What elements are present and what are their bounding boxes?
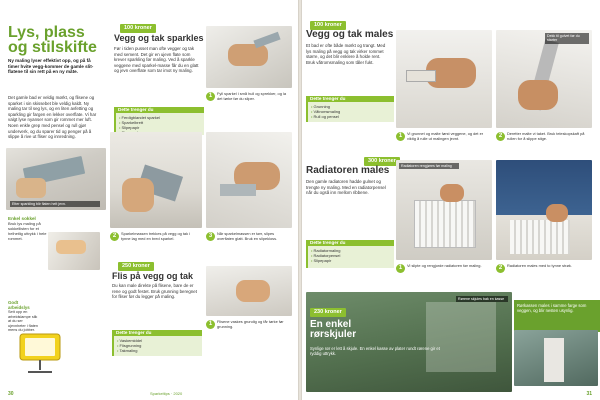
intro-body: Det gamle bad er veldig mørkt, og flisene og sparket i sin skissebet ble veldig kaldt. Ny maling tar til seg lys, og en liten avfetting og sparkling gir fargen en lekker overflate. Vi har valgt lyse nyanser som gir rommet mer luft. Noen enkle grep med pensel og rull gjør underverk, og du sparer tid og penger på å slippe å rive ut fliser og innredning. [8, 95, 97, 140]
side-note-body: Bruk lys maling på sokkellisten for et helhetlig uttrykk i hele rommet. [8, 221, 47, 241]
step3-caption [206, 232, 292, 260]
pipe-title-line-2: rørskjuler [310, 329, 357, 340]
section-body-pipe: Synlige rør er lett å skjule. En enkel kasse av plater rundt rørene gir et ryddig uttrykk. [310, 346, 440, 357]
price-tag-100-right: 100 kroner [310, 21, 346, 30]
right-step2-caption-text: Deretter malte vi taket. Bruk teleskopskaft på rullen for å slippe stige. [507, 132, 585, 141]
step4-caption-text: Flisene vaskes grundig og får tørke før grunning. [217, 320, 284, 329]
radiator-tile-photo [496, 160, 592, 260]
step1-caption [206, 92, 292, 122]
materials-box-3 [306, 96, 394, 122]
step-number-2: 2 [110, 232, 119, 241]
photo-label-pipe: Rørene skjules bak en kasse [456, 296, 508, 302]
radiator-step1-caption-text: Vi slipte og rengjorde radiatoren før maling. [407, 264, 482, 268]
radiator-step2-caption-text: Radiatoren males med to tynne strøk. [507, 264, 572, 268]
radiator-step-number-2: 2 [496, 264, 505, 273]
side-note-2-title: Godt arbeidslys [8, 300, 30, 310]
material-item: • Våtromsmaling [311, 109, 391, 114]
section-body-radiator: Den gamle radiatoren hadde gulnet og trengte ny maling. Med en radiatorpensel når du også inn mellom ribbene. [306, 179, 386, 196]
photo-label-radiator: Radiatoren rengjøres før maling [399, 163, 459, 169]
material-item: • Takmaling [117, 348, 199, 353]
pipe-title-line-1: En enkel [310, 319, 352, 330]
material-item: • Sparkelbrett [119, 120, 201, 125]
materials-list-4 [311, 248, 391, 263]
section-title-mal: Vegg og tak males [306, 29, 394, 40]
section-title-sparkle: Vegg og tak sparkles [114, 33, 204, 43]
right-step-number-1: 1 [396, 132, 405, 141]
material-item: • Slipepapir [311, 258, 391, 263]
materials-box-1-title: Dette trenger du [116, 107, 204, 113]
materials-box-2 [112, 330, 202, 356]
radiator-step-number-1: 1 [396, 264, 405, 273]
photo-label-floor: Dekk til gulvet før du starter [545, 33, 589, 44]
step4-photo [206, 266, 292, 316]
step2-caption [110, 232, 200, 260]
right-step-number-2: 2 [496, 132, 505, 141]
side-note [8, 216, 48, 276]
page-number-right: 31 [586, 391, 592, 397]
section-title-radiator: Radiatoren males [306, 165, 390, 176]
wall-paint-photo [396, 30, 492, 128]
section-title-flis: Flis på vegg og tak [112, 271, 194, 281]
side-note-2-body: Sett opp en arbeidslampe slik at du ser ujevnheter i flaten mens du jobber. [8, 310, 38, 333]
right-step1-caption [396, 132, 492, 158]
materials-box-4 [306, 240, 394, 268]
sokkel-photo [48, 232, 100, 270]
material-item: • Vaskemiddel [117, 338, 199, 343]
title-line-2: og stilskifte [8, 39, 97, 56]
lead-text: Ny maling lyser effektivt opp, og på få timer hvite vegg-kommer de gamle slit-flatene til sin rett på en ny måte. [8, 58, 94, 75]
material-item: • Radiatorpensel [311, 253, 391, 258]
section-body-flis: Du kan male direkte på flisene, bare de er rene og godt festet. Bruk grunning beregnet for fliser før du legger på maling. [112, 283, 197, 300]
work-lamp-photo [14, 330, 66, 374]
step1-photo [206, 26, 292, 88]
section-body-mal: Et bad er ofte både mørkt og trangt. Med lys maling på vegg og tak virker rommet større, og det blir enklere å holde rent. Bruk våtromsmaling som tåler fukt. [306, 43, 386, 65]
pipe-cover-photo [306, 292, 512, 392]
radiator-photo [396, 160, 492, 260]
materials-list-2 [117, 338, 199, 353]
step3-caption-text: Når sparkelmassen er tørr, slipes overflaten glatt. Bruk en slipekloss. [217, 232, 278, 241]
intro-lead [8, 58, 103, 88]
tip-box: Rørkassen males i samme farge som veggen, og blir nesten usynlig. [514, 300, 600, 332]
footer-left: Sparkeltips · 2020 [150, 391, 183, 396]
material-item: • Ferdigblandet sparkel [119, 115, 201, 120]
side-note-title: Enkel sokkel [8, 216, 36, 221]
material-item: • Slipepapir [119, 125, 201, 130]
pipe-box-photo [514, 330, 598, 386]
price-tag-250: 250 kroner [118, 262, 154, 271]
step-number-1b: 1 [206, 320, 215, 329]
materials-box-3-title: Dette trenger du [308, 96, 394, 102]
materials-box-1 [114, 107, 204, 135]
materials-list-3 [311, 104, 391, 119]
step-number-1: 1 [206, 92, 215, 101]
step2-photo [110, 132, 202, 228]
section-body-sparkle: Før i tiden pusset man ofte vegger og tak med sement. Det gir en ujevn flate som krever sparkling før maling. Ved å sparkle veggene med sparkel-masse får du en glatt og jevn overflate som tar imot ny maling. [114, 46, 199, 74]
right-step2-caption [496, 132, 592, 158]
right-page [302, 0, 600, 400]
radiator-step2-caption [496, 264, 592, 290]
photo-caption-left: Etter sparkling blir flaten helt jevn. [10, 201, 100, 207]
material-item: • Grunning [311, 104, 391, 109]
page-number-left: 30 [8, 391, 14, 397]
materials-box-2-title: Dette trenger du [114, 330, 202, 336]
page-title [8, 25, 103, 55]
step3-photo [206, 132, 292, 228]
price-tag-300: 300 kroner [364, 157, 400, 166]
materials-box-4-title: Dette trenger du [308, 240, 394, 246]
section-title-pipe [310, 320, 390, 340]
radiator-step1-caption [396, 264, 492, 290]
sparkel-photo-left [6, 148, 106, 210]
step-number-3: 3 [206, 232, 215, 241]
price-tag-230: 230 kroner [310, 308, 346, 317]
step2-caption-text: Sparkelmassen trekkes på vegg og tak i tynne lag med en bred sparkel. [121, 232, 190, 241]
left-page [0, 0, 298, 400]
work-lamp-icon [14, 330, 66, 374]
material-item: • Flisgrunning [117, 343, 199, 348]
step1-caption-text: Fyll sparkel i små hull og sprekker, og la det tørke før du sliper. [217, 92, 286, 101]
ceiling-paint-photo [496, 30, 592, 128]
material-item: • Rull og pensel [311, 114, 391, 119]
right-step1-caption-text: Vi grunnet og malte først veggene, og det er viktig å rulle ut malingen jevnt. [407, 132, 484, 141]
title-line-1: Lys, plass [8, 24, 85, 41]
price-tag-100: 100 kroner [120, 24, 156, 33]
material-item: • Radiatormaling [311, 248, 391, 253]
step4-caption [206, 320, 292, 350]
